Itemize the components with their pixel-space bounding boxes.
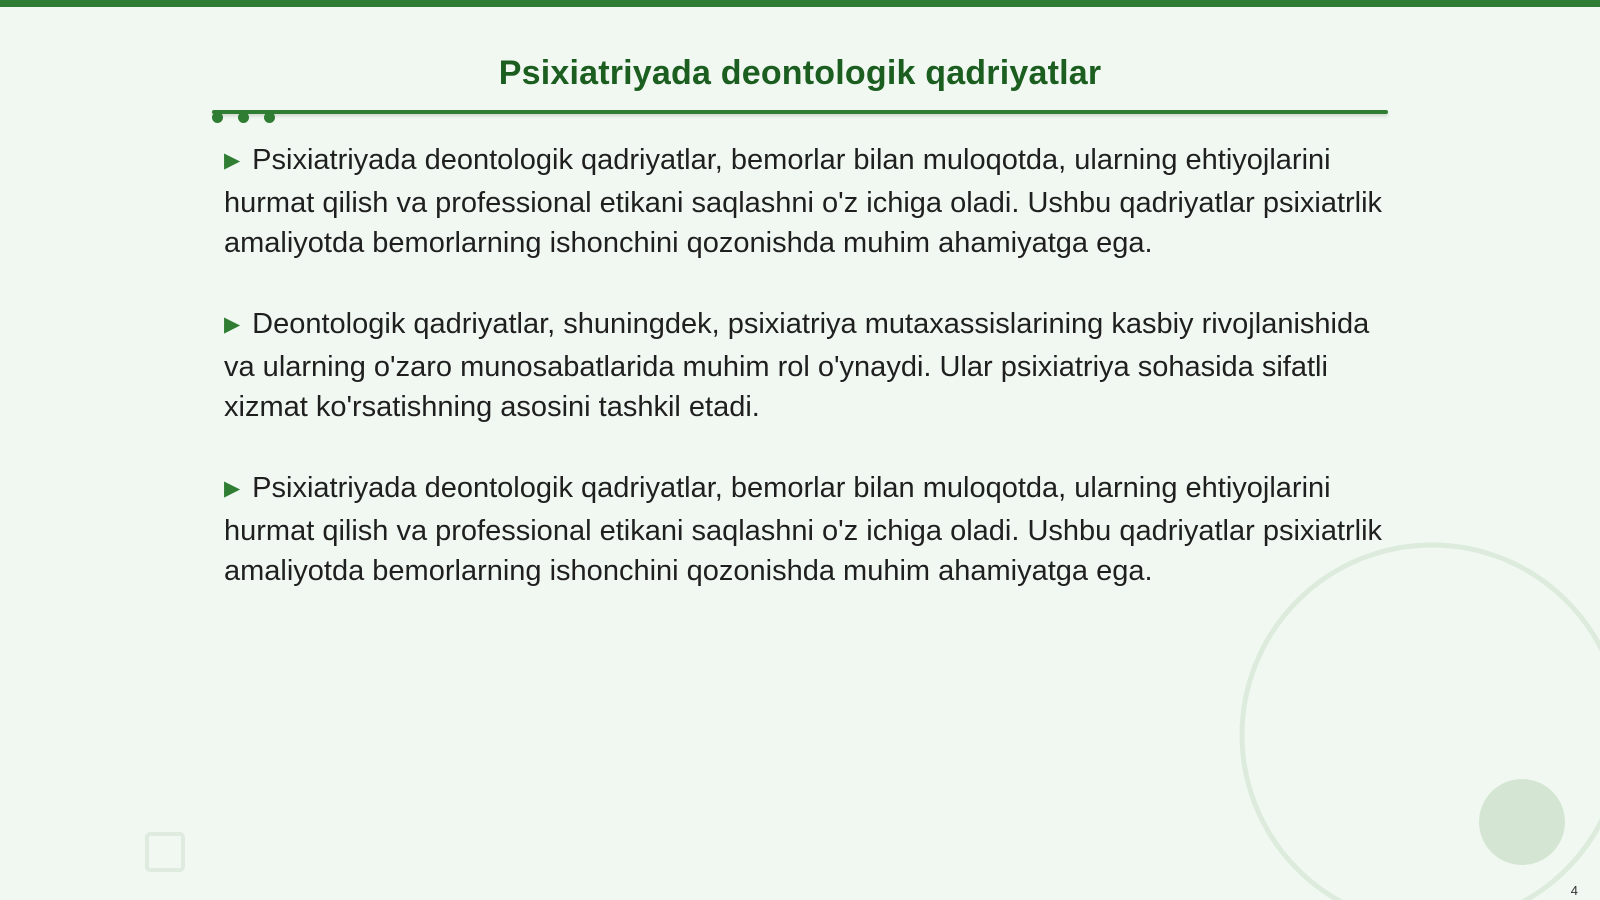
bullet-text: Deontologik qadriyatlar, shuningdek, psixiatriya mutaxassislarining kasbiy rivojlanishida va ularning o'zaro munosabatlarida muhim rol o'ynaydi. Ular psixiatriya sohasida sifatli xizmat ko'rsatishning asosini tashkil etadi.: [224, 308, 1370, 423]
title-underline: [212, 110, 1388, 114]
title-underline-dots: [212, 112, 284, 126]
bullet-item: [224, 140, 1384, 263]
slide-title: Psixiatriyada deontologik qadriyatlar: [498, 54, 1102, 92]
underline-dot: [238, 112, 249, 123]
triangle-right-icon: ▶: [224, 313, 241, 336]
underline-dot: [212, 112, 223, 123]
decorative-square: [147, 834, 183, 870]
underline-dot: [264, 112, 275, 123]
bullet-item: [224, 468, 1384, 591]
page-number: 4: [1570, 883, 1578, 898]
decorative-dot: [1479, 779, 1565, 865]
triangle-right-icon: ▶: [224, 477, 241, 500]
triangle-right-icon: ▶: [224, 149, 241, 172]
bullet-text: Psixiatriyada deontologik qadriyatlar, bemorlar bilan muloqotda, ularning ehtiyojlarini hurmat qilish va professional etikani saqlashni o'z ichiga oladi. Ushbu qadriyatlar psixiatrlik amaliyotda bemorlarning ishonchini qozonishda muhim ahamiyatga ega.: [224, 144, 1383, 259]
bullet-text: Psixiatriyada deontologik qadriyatlar, bemorlar bilan muloqotda, ularning ehtiyojlarini hurmat qilish va professional etikani saqlashni o'z ichiga oladi. Ushbu qadriyatlar psixiatrlik amaliyotda bemorlarning ishonchini qozonishda muhim ahamiyatga ega.: [224, 472, 1383, 587]
bullet-item: [224, 304, 1384, 427]
bullet-list: [224, 140, 1384, 632]
